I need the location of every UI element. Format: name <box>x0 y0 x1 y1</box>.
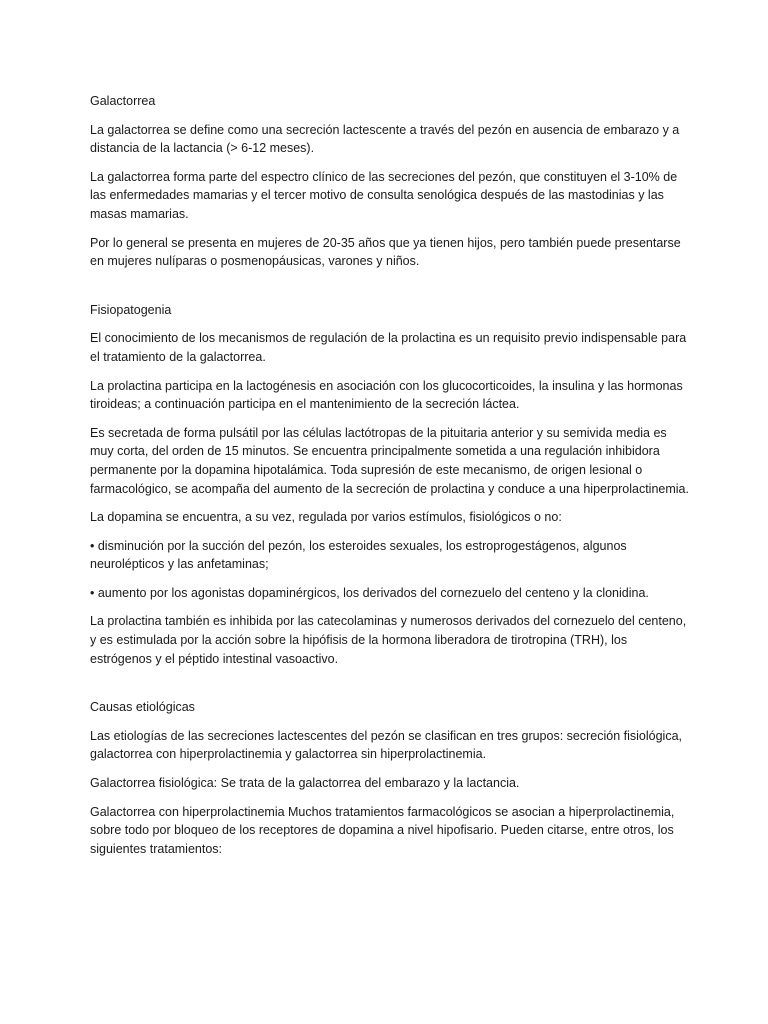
section-heading-causas-etiologicas: Causas etiológicas <box>90 700 195 715</box>
bullet-item: • disminución por la succión del pezón, los esteroides sexuales, los estroprogestágenos, algunos neurolépticos y las anfetaminas; <box>90 537 690 574</box>
paragraph: La prolactina participa en la lactogénesis en asociación con los glucocorticoides, la insulina y las hormonas tiroideas; a continuación participa en el mantenimiento de la secreción láctea. <box>90 378 683 412</box>
section-heading-fisiopatogenia: Fisiopatogenia <box>90 302 172 317</box>
paragraph: Es secretada de forma pulsátil por las células lactótropas de la pituitaria anterior y su semivida media es muy corta, del orden de 15 minutos. Se encuentra principalmente sometida a una regulación inhibidora permanente por la dopamina hipotalámica. Toda supresión de este mecanismo, de origen lesional o farmacológico, se acompaña del aumento de la secreción de prolactina y conduce a una hiperprolactinemia. <box>90 425 689 496</box>
paragraph: Galactorrea fisiológica: Se trata de la galactorrea del embarazo y la lactancia. <box>90 776 520 791</box>
paragraph: Por lo general se presenta en mujeres de 20-35 años que ya tienen hijos, pero también puede presentarse en mujeres nulíparas o posmenopáusicas, varones y niños. <box>90 235 681 269</box>
section-spacer <box>90 678 690 698</box>
paragraph: Las etiologías de las secreciones lactescentes del pezón se clasifican en tres grupos: secreción fisiológica, galactorrea con hiperprolactinemia y galactorrea sin hiperprolactinemia. <box>90 728 682 762</box>
paragraph: La prolactina también es inhibida por las catecolaminas y numerosos derivados del cornezuelo del centeno, y es estimulada por la acción sobre la hipófisis de la hormona liberadora de tirotropina (TRH), los estrógenos y el péptido intestinal vasoactivo. <box>90 614 687 666</box>
section-heading-galactorrea: Galactorrea <box>90 94 156 108</box>
paragraph: La galactorrea forma parte del espectro clínico de las secreciones del pezón, que constituyen el 3-10% de las enfermedades mamarias y el tercer motivo de consulta senológica después de las mastodinias y las masas mamarias. <box>90 169 678 221</box>
bullet-item: • aumento por los agonistas dopaminérgicos, los derivados del cornezuelo del centeno y la clonidina. <box>90 584 690 603</box>
paragraph: La galactorrea se define como una secreción lactescente a través del pezón en ausencia de embarazo y a distancia de la lactancia (> 6-12 meses). <box>90 122 680 156</box>
paragraph: El conocimiento de los mecanismos de regulación de la prolactina es un requisito previo indispensable para el tratamiento de la galactorrea. <box>90 331 687 364</box>
paragraph: La dopamina se encuentra, a su vez, regulada por varios estímulos, fisiológicos o no: <box>90 510 562 525</box>
paragraph: Galactorrea con hiperprolactinemia Muchos tratamientos farmacológicos se asocian a hiperprolactinemia, sobre todo por bloqueo de los receptores de dopamina a nivel hipofisario. Pueden citarse, entre otros, los siguientes tratamientos: <box>90 804 675 856</box>
document-body <box>90 92 690 868</box>
section-spacer <box>90 281 690 301</box>
